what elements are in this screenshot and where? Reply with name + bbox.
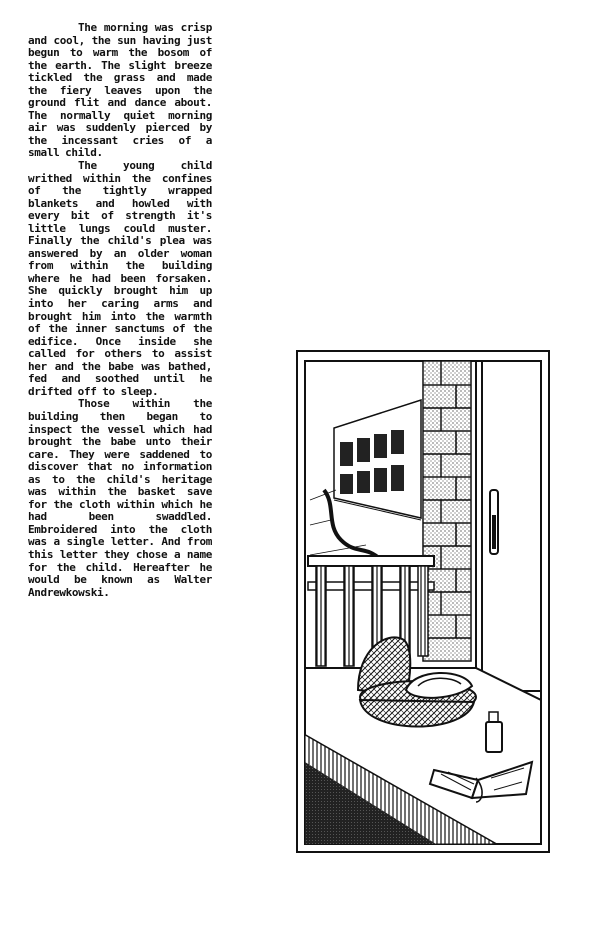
story-paragraph-1: The morning was crisp and cool, the sun having just begun to warm the bosom of the earth. The slight breeze tickled the grass and made the fiery leaves upon the ground flit and dance about. The normally quiet morning air was suddenly pierced by the incessant cries of a small child. — [28, 21, 212, 160]
brick-pillar-drawing — [423, 361, 471, 661]
door-drawing — [476, 361, 541, 691]
story-paragraph-2: The young child writhed within the confines of the tightly wrapped blankets and howled with every bit of strength it's little lungs could muster. Finally the child's plea was answered by an older woman from within the building where he had been forsaken. She quickly brought him up into her caring arms and brought him into the warmth of the inner sanctums of the edifice. Once inside she called for others to assist her and the babe was bathed, fed and soothed until he drifted off to sleep. — [28, 159, 212, 398]
basket-doorstep-illustration — [296, 350, 550, 853]
story-text-column — [28, 22, 212, 599]
story-paragraph-3: Those within the building then began to inspect the vessel which had brought the babe unto their care. They were saddened to discover that no information as to the child's heritage was within the basket save for the cloth within which he had been swaddled. Embroidered into the cloth was a single letter. And from this letter they chose a name for the child. Hereafter he would be known as Walter Andrewkowski. — [28, 397, 212, 599]
